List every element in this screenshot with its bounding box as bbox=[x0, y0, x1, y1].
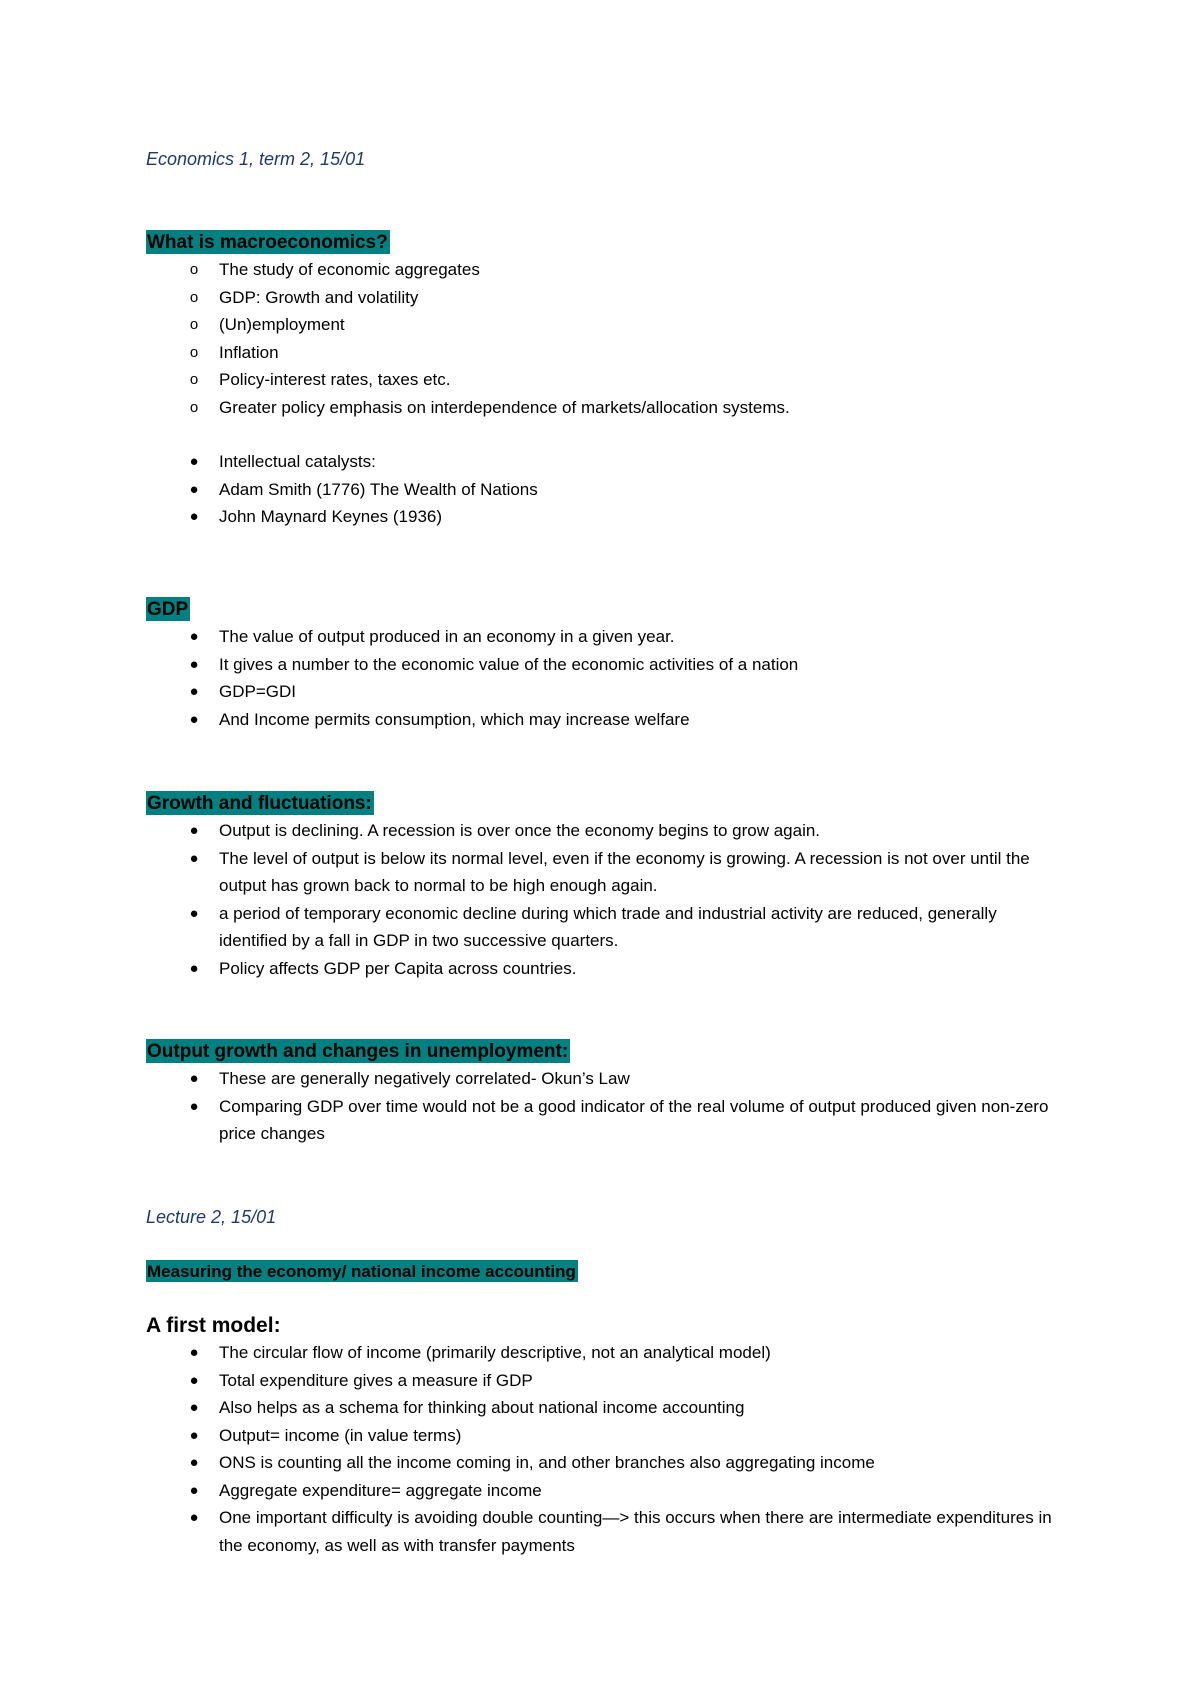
circle-bullet-icon: o bbox=[189, 261, 199, 278]
list-item: o (Un)employment bbox=[146, 311, 1066, 339]
bullet-icon: ● bbox=[189, 1426, 199, 1444]
bullet-icon: ● bbox=[189, 1454, 199, 1471]
list-item: ● One important difficulty is avoiding double counting—> this occurs when there are intermediate expenditures in the economy, as well as with transfer payments bbox=[146, 1504, 1066, 1559]
list-item: ● John Maynard Keynes (1936) bbox=[146, 503, 1066, 531]
list-item: ● Comparing GDP over time would not be a good indicator of the real volume of output produced given non-zero price changes bbox=[146, 1093, 1066, 1148]
circle-bullet-icon: o bbox=[189, 371, 199, 388]
subsection-heading: A first model: bbox=[146, 1314, 281, 1337]
list-item: ● Output is declining. A recession is over once the economy begins to grow again. bbox=[146, 817, 1066, 845]
section-heading: Measuring the economy/ national income accounting bbox=[147, 1262, 576, 1281]
bullet-icon: ● bbox=[189, 655, 199, 673]
bullet-icon: ● bbox=[189, 1097, 199, 1115]
bullet-icon: ● bbox=[189, 1399, 199, 1416]
section-heading: What is macroeconomics? bbox=[147, 232, 388, 253]
section-heading: Growth and fluctuations: bbox=[147, 793, 372, 814]
circle-bullet-icon: o bbox=[189, 398, 199, 416]
bullet-icon: ● bbox=[189, 1070, 199, 1087]
list-item: ● Policy affects GDP per Capita across countries. bbox=[146, 955, 1066, 983]
bullet-icon: ● bbox=[189, 480, 199, 498]
circle-bullet-icon: o bbox=[189, 316, 199, 333]
bullet-list bbox=[146, 1065, 1066, 1148]
list-item: ● The value of output produced in an economy in a given year. bbox=[146, 623, 1066, 651]
section-output-unemployment bbox=[146, 1039, 1066, 1148]
section-macroeconomics bbox=[146, 230, 1066, 531]
list-item: o Greater policy emphasis on interdependence of markets/allocation systems. bbox=[146, 394, 1066, 422]
list-item: ● Also helps as a schema for thinking about national income accounting bbox=[146, 1394, 1066, 1422]
list-item: ● Adam Smith (1776) The Wealth of Nations bbox=[146, 476, 1066, 504]
bullet-icon: ● bbox=[189, 959, 199, 977]
bullet-icon: ● bbox=[189, 683, 199, 700]
bullet-icon: ● bbox=[189, 628, 199, 645]
bullet-icon: ● bbox=[189, 1344, 199, 1361]
list-item: ● a period of temporary economic decline during which trade and industrial activity are reduced, generally identified by a fall in GDP in two successive quarters. bbox=[146, 900, 1066, 955]
bullet-icon: ● bbox=[189, 849, 199, 867]
section-first-model bbox=[146, 1313, 1066, 1559]
list-item: ● These are generally negatively correlated- Okun’s Law bbox=[146, 1065, 1066, 1093]
list-item: ● ONS is counting all the income coming in, and other branches also aggregating income bbox=[146, 1449, 1066, 1477]
date-line-lecture: Lecture 2, 15/01 bbox=[146, 1207, 277, 1227]
list-item: o GDP: Growth and volatility bbox=[146, 284, 1066, 312]
bullet-icon: ● bbox=[189, 1509, 199, 1526]
list-item: ● Output= income (in value terms) bbox=[146, 1422, 1066, 1450]
list-item: ● GDP=GDI bbox=[146, 678, 1066, 706]
list-item: o Policy-interest rates, taxes etc. bbox=[146, 366, 1066, 394]
bullet-list bbox=[146, 448, 1066, 531]
list-item: ● The circular flow of income (primarily descriptive, not an analytical model) bbox=[146, 1339, 1066, 1367]
bullet-icon: ● bbox=[189, 508, 199, 525]
section-measuring-economy bbox=[146, 1260, 1066, 1282]
list-item: ● Intellectual catalysts: bbox=[146, 448, 1066, 476]
list-item: ● It gives a number to the economic value of the economic activities of a nation bbox=[146, 651, 1066, 679]
section-heading: Output growth and changes in unemployment: bbox=[147, 1041, 569, 1062]
circle-list bbox=[146, 256, 1066, 421]
bullet-list bbox=[146, 623, 1066, 733]
list-item: ● Aggregate expenditure= aggregate income bbox=[146, 1477, 1066, 1505]
circle-bullet-icon: o bbox=[189, 288, 199, 306]
circle-bullet-icon: o bbox=[189, 343, 199, 361]
section-growth-fluctuations bbox=[146, 791, 1066, 982]
list-item: ● And Income permits consumption, which may increase welfare bbox=[146, 706, 1066, 734]
section-gdp bbox=[146, 597, 1066, 733]
list-item: ● The level of output is below its normal level, even if the economy is growing. A recession is not over until the output has grown back to normal to be high enough again. bbox=[146, 845, 1066, 900]
bullet-list bbox=[146, 1339, 1066, 1559]
list-item: o Inflation bbox=[146, 339, 1066, 367]
bullet-icon: ● bbox=[189, 1481, 199, 1499]
bullet-icon: ● bbox=[189, 1371, 199, 1389]
date-line-term: Economics 1, term 2, 15/01 bbox=[146, 149, 366, 169]
bullet-icon: ● bbox=[189, 904, 199, 922]
bullet-icon: ● bbox=[189, 710, 199, 728]
bullet-icon: ● bbox=[189, 822, 199, 839]
section-heading: GDP bbox=[147, 599, 189, 620]
bullet-list bbox=[146, 817, 1066, 982]
list-item: o The study of economic aggregates bbox=[146, 256, 1066, 284]
bullet-icon: ● bbox=[189, 453, 199, 470]
list-item: ● Total expenditure gives a measure if GDP bbox=[146, 1367, 1066, 1395]
